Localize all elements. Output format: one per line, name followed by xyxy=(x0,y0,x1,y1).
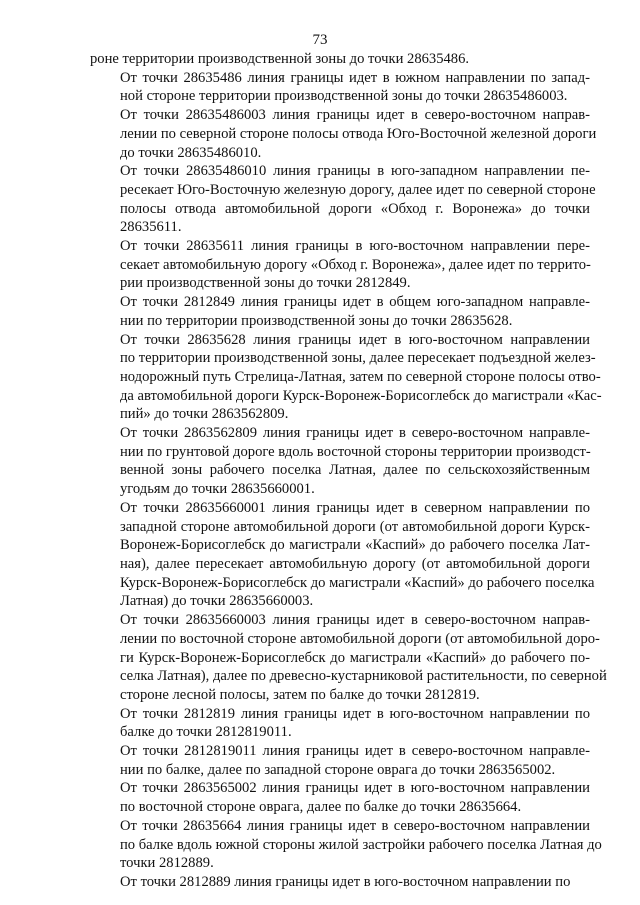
text-line: От точки 2863565002 линия границы идет в юго-восточном направлении xyxy=(120,780,590,797)
paragraph xyxy=(90,779,590,816)
text-line: От точки 2812819011 линия границы идет в северо-восточном направле- xyxy=(120,743,590,760)
paragraph xyxy=(90,873,590,892)
paragraph xyxy=(90,293,590,330)
text-line: От точки 28635486003 линия границы идет в северо-восточном направ- xyxy=(120,107,590,124)
paragraph xyxy=(90,705,590,742)
text-line: нии по балке, далее по западной стороне оврага до точки 2863565002. xyxy=(120,761,556,778)
text-line: 28635611. xyxy=(120,219,182,236)
paragraph xyxy=(90,499,595,611)
text-line: роне территории производственной зоны до точки 28635486. xyxy=(90,51,470,67)
paragraph xyxy=(90,817,602,873)
text-line: по восточной стороне оврага, далее по балке до точки 28635664. xyxy=(120,799,522,816)
text-line: по балке вдоль южной стороны жилой застройки рабочего поселка Латная до xyxy=(120,836,602,853)
paragraph xyxy=(90,69,590,106)
paragraph xyxy=(90,237,590,293)
text-line: нодорожный путь Стрелица-Латная, затем по северной стороне полосы отво- xyxy=(120,368,601,385)
paragraph xyxy=(90,106,597,162)
paragraph xyxy=(90,424,590,499)
text-line: по территории производственной зоны, далее пересекает подъездной желез- xyxy=(120,350,596,367)
paragraph xyxy=(90,162,596,237)
text-line: полосы отвода автомобильной дороги «Обход г. Воронежа» до точки xyxy=(120,200,590,217)
text-line: лении по северной стороне полосы отвода Юго-Восточной железной дороги xyxy=(120,125,597,142)
text-line: ная), далее пересекает автомобильную дорогу (от автомобильной дороги xyxy=(120,555,590,572)
text-line: Латная) до точки 28635660003. xyxy=(120,593,314,610)
text-line: От точки 28635486010 линия границы в юго-западном направлении пе- xyxy=(120,163,590,180)
text-line: Воронеж-Борисоглебск до магистрали «Каспий» до рабочего поселка Лат- xyxy=(120,537,590,554)
page-number: 73 xyxy=(312,32,328,48)
text-line: венной зоны рабочего поселка Латная, далее по сельскохозяйственным xyxy=(120,462,590,479)
text-line: От точки 28635486 линия границы идет в южном направлении по запад- xyxy=(120,69,590,86)
text-line: нии по территории производственной зоны до точки 28635628. xyxy=(120,312,513,329)
paragraph xyxy=(90,742,590,779)
document-body xyxy=(90,50,607,892)
text-line: рии производственной зоны до точки 2812849. xyxy=(120,275,411,292)
text-line: От точки 2863562809 линия границы идет в северо-восточном направле- xyxy=(120,425,590,442)
text-line: От точки 2812849 линия границы идет в общем юго-западном направле- xyxy=(120,294,590,311)
text-line: стороне лесной полосы, затем по балке до точки 2812819. xyxy=(120,686,480,703)
text-line: селка Латная), далее по древесно-кустарниковой растительности, по северной xyxy=(120,668,607,685)
text-line: От точки 2812889 линия границы идет в юго-восточном направлении по xyxy=(120,873,571,890)
text-line: ги Курск-Воронеж-Борисоглебск до магистрали «Каспий» до рабочего по- xyxy=(120,649,590,666)
text-line: От точки 28635664 линия границы идет в северо-восточном направлении xyxy=(120,817,590,834)
text-line: От точки 28635611 линия границы в юго-восточном направлении пере- xyxy=(120,238,590,255)
text-line: да автомобильной дороги Курск-Воронеж-Борисоглебск до магистрали «Кас- xyxy=(120,387,602,404)
paragraph xyxy=(90,611,607,705)
text-line: балке до точки 2812819011. xyxy=(120,724,292,741)
text-line: ресекает Юго-Восточную железную дорогу, далее идет по северной стороне xyxy=(120,181,596,198)
text-line: лении по восточной стороне автомобильной дороги (от автомобильной доро- xyxy=(120,630,600,647)
paragraph xyxy=(90,50,590,69)
text-line: От точки 2812819 линия границы идет в юго-восточном направлении по xyxy=(120,705,590,722)
text-line: Курск-Воронеж-Борисоглебск до магистрали «Каспий» до рабочего поселка xyxy=(120,574,595,591)
text-line: до точки 28635486010. xyxy=(120,144,262,161)
paragraph xyxy=(90,331,602,425)
text-line: От точки 28635628 линия границы идет в юго-восточном направлении xyxy=(120,331,590,348)
text-line: нии по грунтовой дороге вдоль восточной стороны территории производст- xyxy=(120,443,591,460)
text-line: угодьям до точки 28635660001. xyxy=(120,481,315,498)
text-line: западной стороне автомобильной дороги (от автомобильной дороги Курск- xyxy=(120,518,590,535)
text-line: точки 2812889. xyxy=(120,855,214,872)
text-line: ной стороне территории производственной зоны до точки 28635486003. xyxy=(120,88,568,105)
text-line: От точки 28635660001 линия границы идет в северном направлении по xyxy=(120,499,590,516)
text-line: секает автомобильную дорогу «Обход г. Воронежа», далее идет по террито- xyxy=(120,256,591,273)
text-line: От точки 28635660003 линия границы идет в северо-восточном направ- xyxy=(120,612,590,629)
text-line: пий» до точки 2863562809. xyxy=(120,406,289,423)
